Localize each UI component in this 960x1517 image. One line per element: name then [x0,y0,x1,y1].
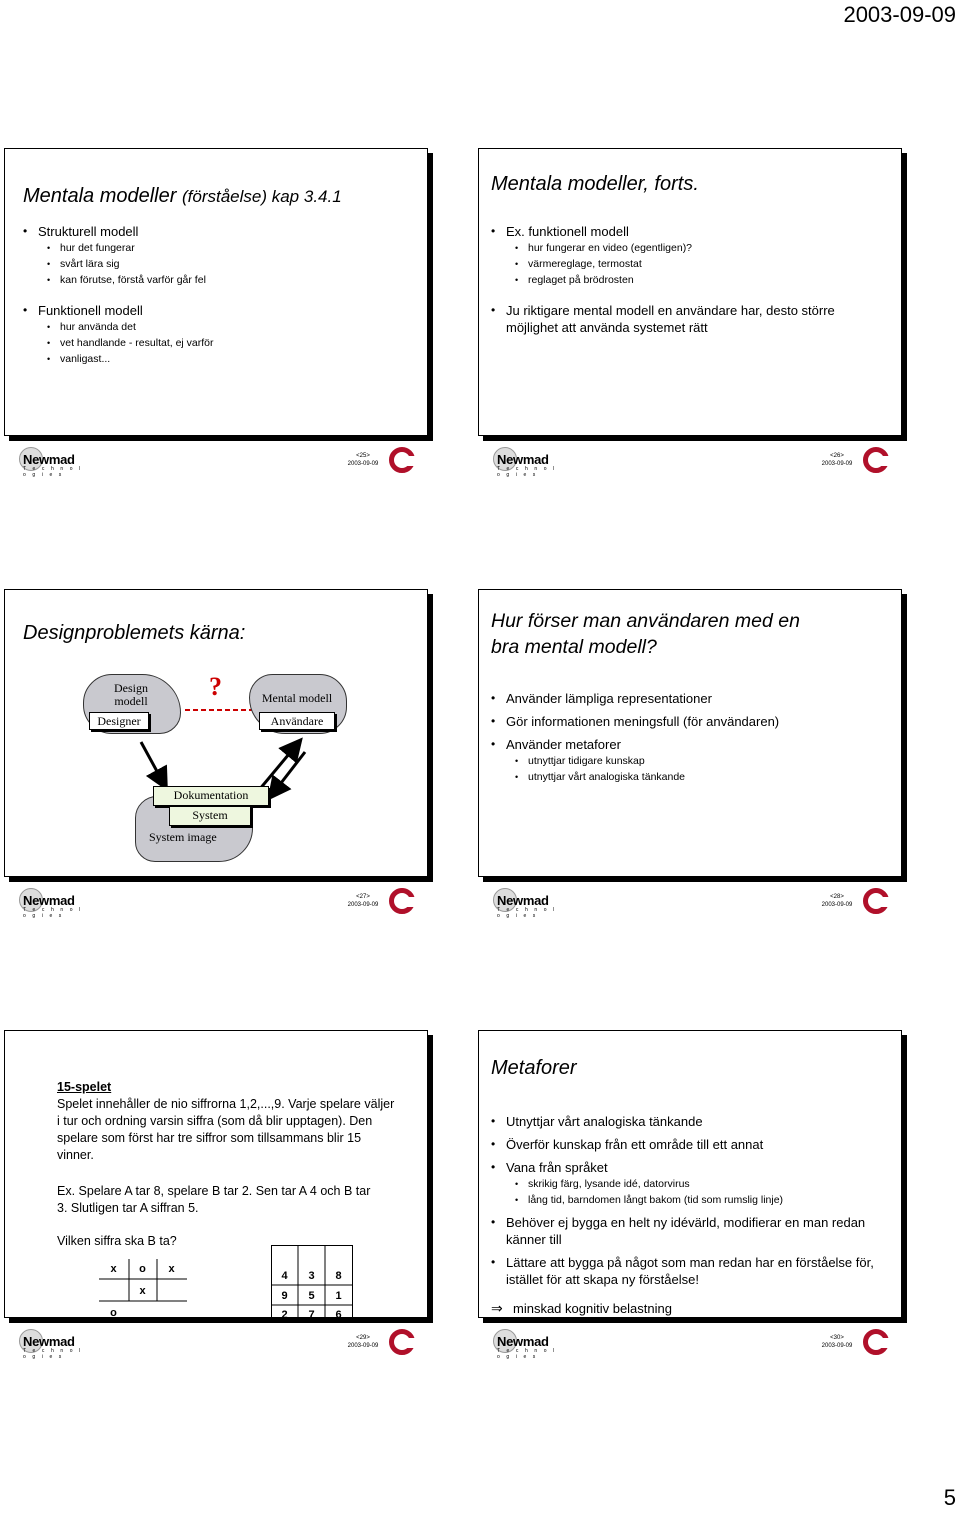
slide-number: <28> 2003-09-09 [821,894,853,908]
header-date: 2003-09-09 [843,2,956,27]
bullet-list [491,217,887,336]
slide-number: <26> 2003-09-09 [821,453,853,467]
slide-number: <30> 2003-09-09 [821,1335,853,1349]
slide-29 [4,1030,428,1360]
designer-box: Designer [89,712,149,730]
grid-cell: x [110,1263,117,1275]
mental-model-box: Mental modell [261,691,333,705]
grid-cell: 9 [281,1290,288,1302]
grid-cell: 4 [281,1270,288,1282]
newmad-logo: Newmad T e c h n o l o g i e s [493,888,557,916]
sub-bullet-item: • reglaget på brödrosten [491,272,887,288]
sub-bullet-item: • utnyttjar tidigare kunskap [491,753,887,769]
puzzle-rules: Spelet innehåller de nio siffrorna 1,2,...,9. Varje spelare väljer i tur och ordning varsin siffra (som då blir upptagen). Den spelare som först har tre siffror som tillsammans blir 15 vinner. [57,1097,395,1162]
bullet-item: • Ju riktigare mental modell en användare har, desto större möjlighet att använda systemet rätt [491,302,887,336]
sub-bullet-item: • vanligast... [23,351,413,367]
bullet-list [23,217,413,367]
bullet-item: • Lättare att bygga på något som man redan har en förståelse för, istället för att skapa ny förståelse! [491,1254,887,1288]
user-box: Användare [259,712,335,730]
tic-tac-toe-grid [99,1259,189,1321]
newmad-logo: Newmad T e c h n o l o g i e s [19,447,83,475]
c-logo-icon [389,1329,415,1355]
bullet-item: • Ex. funktionell modell [491,223,887,240]
c-logo-icon [389,888,415,914]
documentation-box: Dokumentation [153,786,269,806]
grid-cell: 3 [308,1270,315,1282]
grid-cell: o [139,1263,146,1275]
bullet-item: • Använder metaforer [491,736,887,753]
slide-title: Mentala modeller, forts. [491,173,699,195]
bullet-item: • Strukturell modell [23,223,413,240]
slide-number: <27> 2003-09-09 [347,894,379,908]
bullet-list [491,684,887,785]
sub-bullet-item: • hur använda det [23,319,413,335]
grid-cell: x [168,1263,175,1275]
bullet-item: • Funktionell modell [23,302,413,319]
sub-bullet-item: • hur det fungerar [23,240,413,256]
c-logo-icon [389,447,415,473]
slide-number: <29> 2003-09-09 [347,1335,379,1349]
slide-27 [4,589,428,919]
puzzle-heading: 15-spelet [57,1080,112,1094]
puzzle-example: Ex. Spelare A tar 8, spelare B tar 2. Sen tar A 4 och B tar 3. Slutligen tar A siffran 5. [57,1184,371,1215]
slide-28 [478,589,902,919]
sub-bullet-item: • lång tid, barndomen långt bakom (tid som rumslig linje) [491,1192,887,1208]
sub-bullet-item: • värmereglage, termostat [491,256,887,272]
sub-bullet-item: • svårt lära sig [23,256,413,272]
system-box: System [169,806,251,826]
bullet-item: ⇒ minskad kognitiv belastning [491,1300,887,1317]
slide-26 [478,148,902,478]
newmad-logo: Newmad T e c h n o l o g i e s [19,888,83,916]
sub-bullet-item: • utnyttjar vårt analogiska tänkande [491,769,887,785]
slide-title: Designproblemets kärna: [23,622,246,644]
c-logo-icon [863,888,889,914]
c-logo-icon [863,1329,889,1355]
c-logo-icon [863,447,889,473]
newmad-logo: Newmad T e c h n o l o g i e s [493,1329,557,1357]
slide-25 [4,148,428,478]
question-mark: ? [209,672,222,701]
sub-bullet-item: • hur fungerar en video (egentligen)? [491,240,887,256]
design-model-label: Design modell [114,681,148,708]
newmad-logo: Newmad T e c h n o l o g i e s [19,1329,83,1357]
bullet-item: • Använder lämpliga representationer [491,690,887,707]
sub-bullet-item: • kan förutse, förstå varför går fel [23,272,413,288]
bullet-list [491,1107,887,1317]
slide-title: Mentala modeller (förståelse) kap 3.4.1 [23,185,342,207]
grid-cell: 2 [281,1309,288,1321]
grid-cell: 5 [308,1290,315,1302]
grid-cell: o [110,1307,117,1319]
bullet-item: • Gör informationen meningsfull (för användaren) [491,713,887,730]
grid-cell: 1 [335,1290,342,1302]
sub-bullet-item: • vet handlande - resultat, ej varför [23,335,413,351]
bullet-item: • Behöver ej bygga en helt ny idévärld, modifierar en man redan känner till [491,1214,887,1248]
grid-cell: 6 [335,1309,342,1321]
magic-square-grid [271,1245,353,1325]
bullet-item: • Vana från språket [491,1159,887,1176]
system-image-label: System image [149,830,217,844]
page-number: 5 [943,1485,956,1510]
grid-cell: 8 [335,1270,342,1282]
grid-cell: x [139,1285,146,1297]
bullet-item: • Överför kunskap från ett område till ett annat [491,1136,887,1153]
bullet-item: • Utnyttjar vårt analogiska tänkande [491,1113,887,1130]
slide-title: Metaforer [491,1057,577,1079]
grid-cell: 7 [308,1309,315,1321]
newmad-logo: Newmad T e c h n o l o g i e s [493,447,557,475]
sub-bullet-item: • skrikig färg, lysande idé, datorvirus [491,1176,887,1192]
slide-title: Hur förser man användaren med en bra mental modell? [491,610,800,658]
slide-30 [478,1030,902,1360]
slide-number: <25> 2003-09-09 [347,453,379,467]
puzzle-question: Vilken siffra ska B ta? [57,1234,177,1248]
